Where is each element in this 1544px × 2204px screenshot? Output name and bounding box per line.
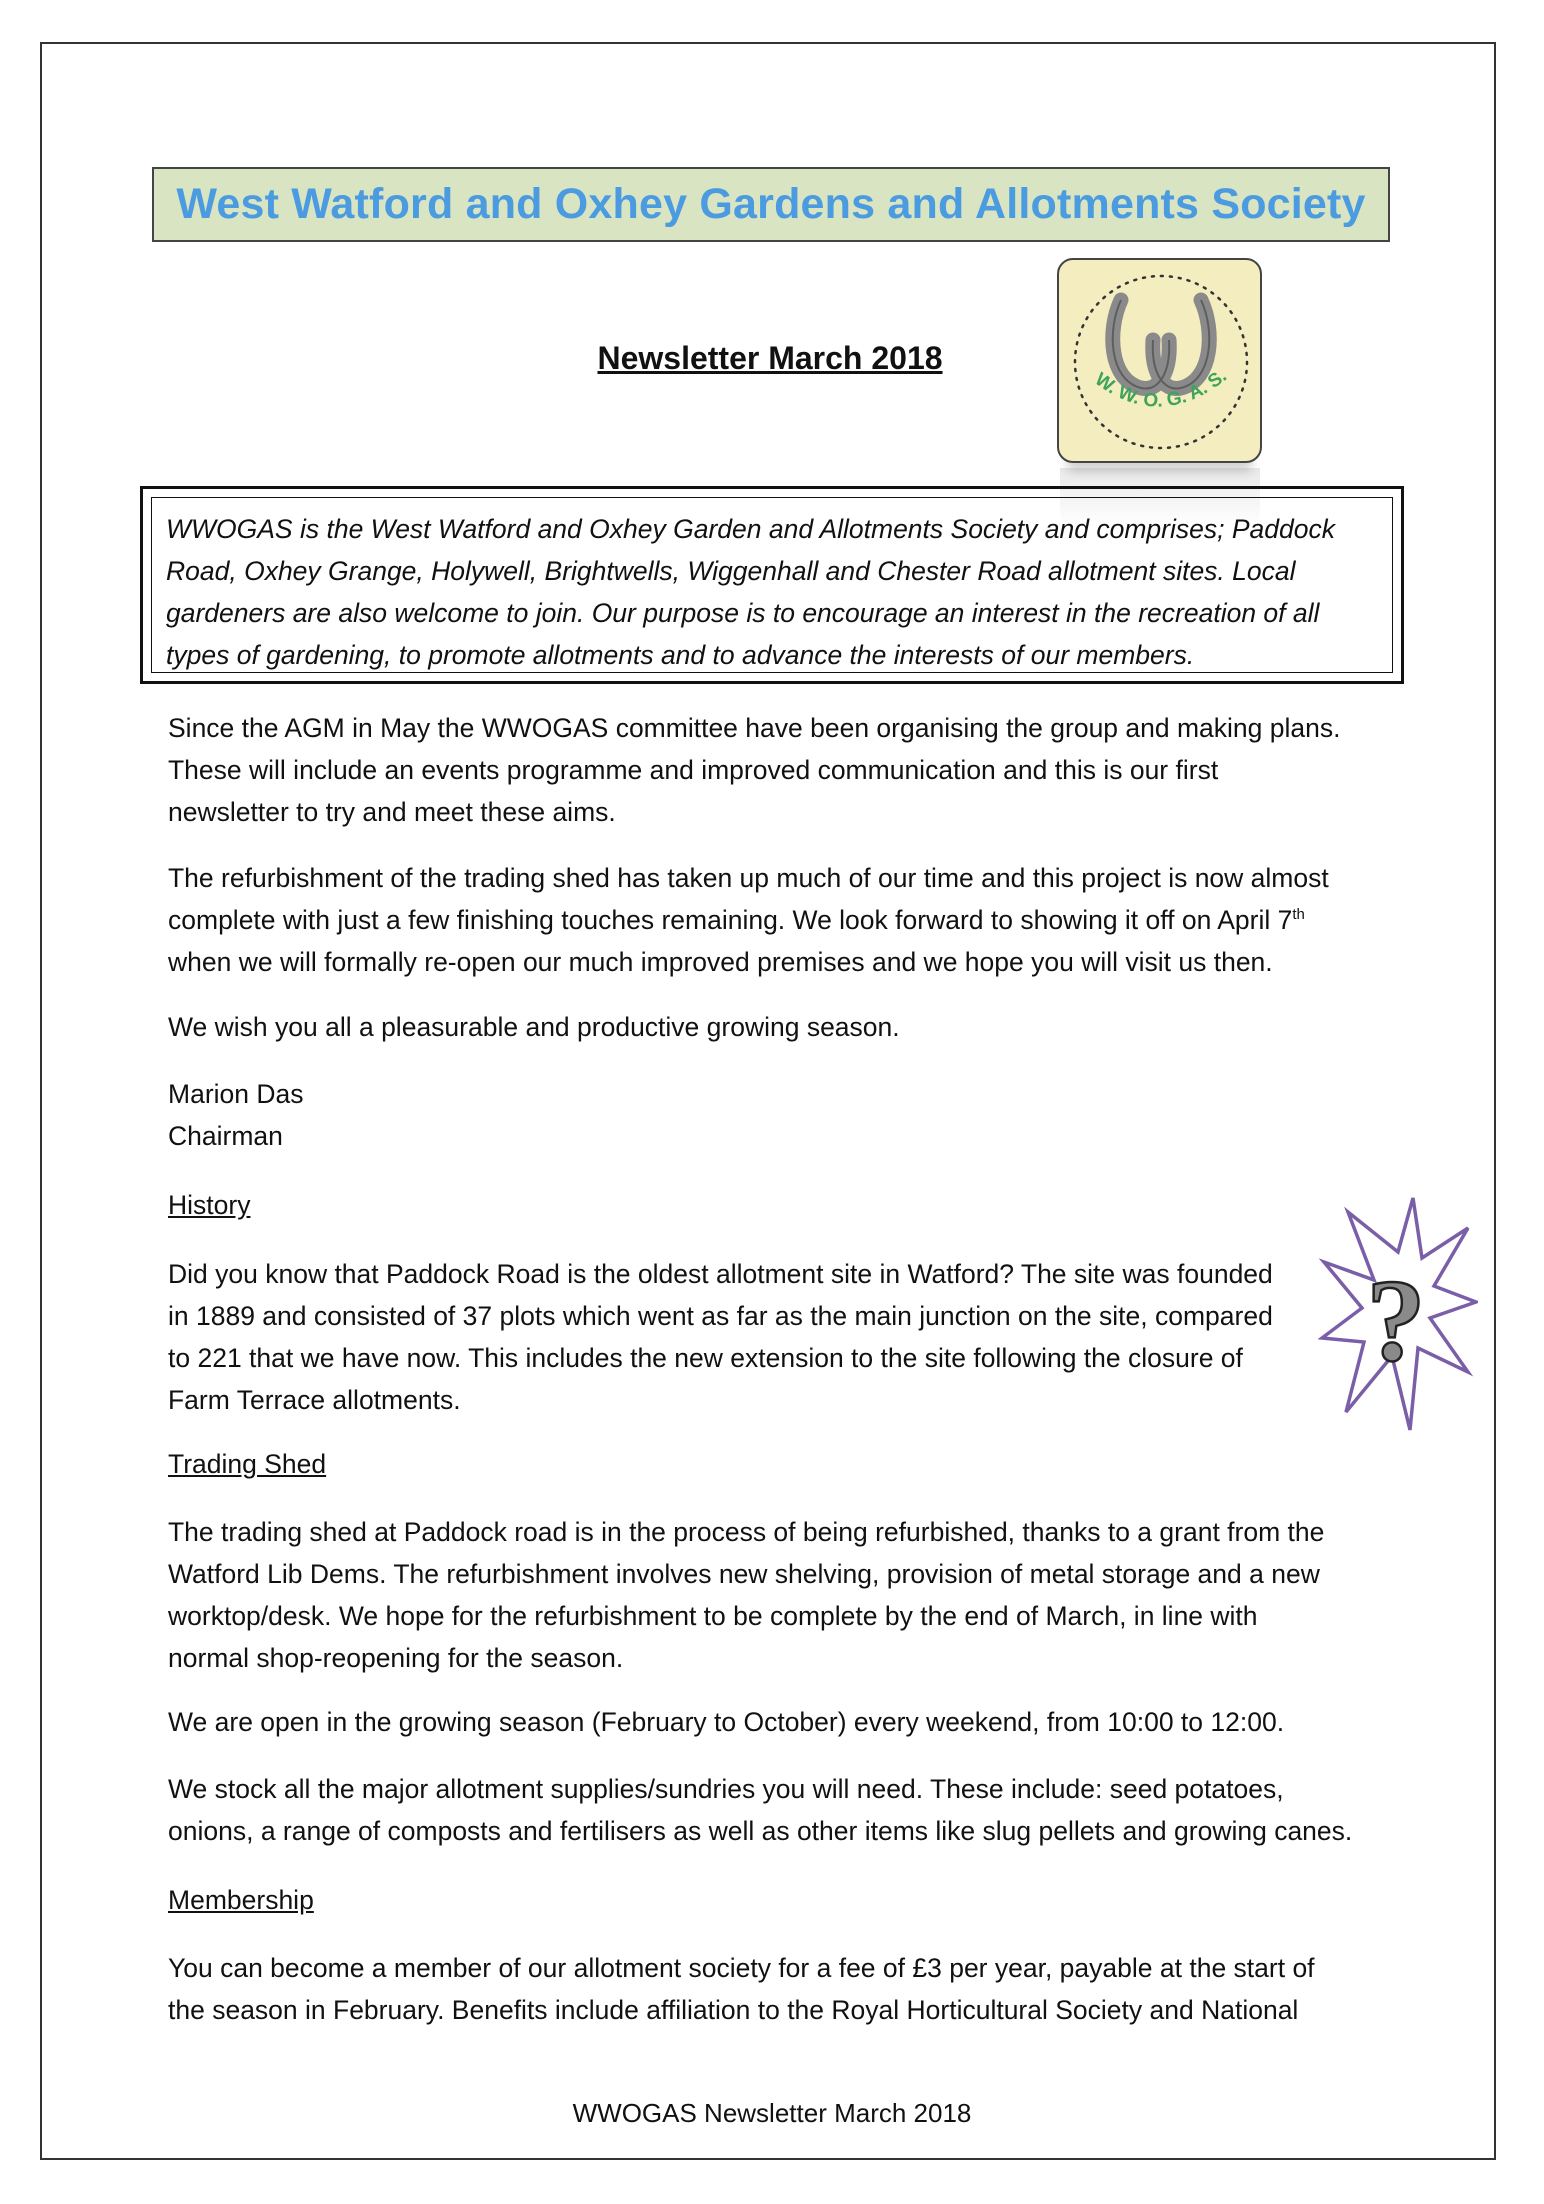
text-line: Watford Lib Dems. The refurbishment involves new shelving, provision of metal storage and a new <box>168 1559 1320 1589</box>
membership-heading: Membership <box>168 1885 314 1915</box>
signature <box>168 1073 1398 1157</box>
text-line: the season in February. Benefits include affiliation to the Royal Horticultural Society and National <box>168 1995 1299 2025</box>
text-line: when we will formally re-open our much improved premises and we hope you will visit us then. <box>168 947 1273 977</box>
title-banner <box>152 167 1390 242</box>
history-paragraph <box>168 1253 1398 1421</box>
text-line: The refurbishment of the trading shed has taken up much of our time and this project is now almost <box>168 863 1329 893</box>
membership-paragraph <box>168 1947 1398 2031</box>
trading-shed-paragraph-2: We are open in the growing season (February to October) every weekend, from 10:00 to 12:00. <box>168 1707 1285 1737</box>
text-line <box>168 899 1398 941</box>
horseshoe-logo-icon <box>1059 260 1264 465</box>
text-line: to 221 that we have now. This includes the new extension to the site following the closure of <box>168 1343 1243 1373</box>
trading-shed-heading: Trading Shed <box>168 1449 327 1479</box>
trading-shed-paragraph-3 <box>168 1768 1398 1852</box>
logo-text: W. W. O. G. A. S. <box>1090 365 1231 412</box>
newsletter-subtitle: Newsletter March 2018 <box>597 340 943 376</box>
trading-shed-paragraph-1 <box>168 1511 1398 1679</box>
text-fragment: complete with just a few finishing touches remaining. We look forward to showing it off on April 7 <box>168 905 1293 935</box>
page-footer: WWOGAS Newsletter March 2018 <box>572 2098 972 2128</box>
chairman-paragraph-3: We wish you all a pleasurable and productive growing season. <box>168 1012 900 1042</box>
history-heading: History <box>168 1190 251 1220</box>
text-line: in 1889 and consisted of 37 plots which went as far as the main junction on the site, compared <box>168 1301 1273 1331</box>
page-title: West Watford and Oxhey Gardens and Allotments Society <box>176 180 1366 228</box>
signature-name: Marion Das <box>168 1079 304 1109</box>
text-line: newsletter to try and meet these aims. <box>168 797 616 827</box>
text-line: Did you know that Paddock Road is the oldest allotment site in Watford? The site was founded <box>168 1259 1273 1289</box>
text-line: These will include an events programme and improved communication and this is our first <box>168 755 1219 785</box>
chairman-paragraph-1 <box>168 707 1398 833</box>
intro-text: WWOGAS is the West Watford and Oxhey Garden and Allotments Society and comprises; Paddock Road, Oxhey Grange, Holywell, Brightwells, Wiggenhall and Chester Road allotment sites. Local gardeners are also welcome to join. Our purpose is to encourage an interest in the recreation of all types of gardening, to promote allotments and to advance the interests of our members. <box>151 497 1393 673</box>
svg-text:?: ? <box>1366 1255 1426 1386</box>
text-line: Farm Terrace allotments. <box>168 1385 461 1415</box>
wwogas-logo <box>1057 258 1262 463</box>
text-line: The trading shed at Paddock road is in the process of being refurbished, thanks to a grant from the <box>168 1517 1325 1547</box>
intro-box <box>140 486 1404 684</box>
chairman-paragraph-2 <box>168 857 1398 983</box>
superscript: th <box>1292 906 1305 924</box>
text-line: onions, a range of composts and fertilisers as well as other items like slug pellets and growing canes. <box>168 1816 1353 1846</box>
text-line: We stock all the major allotment supplies/sundries you will need. These include: seed potatoes, <box>168 1774 1284 1804</box>
text-line: Since the AGM in May the WWOGAS committee have been organising the group and making plans. <box>168 713 1341 743</box>
text-line: You can become a member of our allotment society for a fee of £3 per year, payable at the start of <box>168 1953 1315 1983</box>
signature-title: Chairman <box>168 1121 283 1151</box>
text-line: normal shop-reopening for the season. <box>168 1643 624 1673</box>
text-line: worktop/desk. We hope for the refurbishment to be complete by the end of March, in line with <box>168 1601 1258 1631</box>
